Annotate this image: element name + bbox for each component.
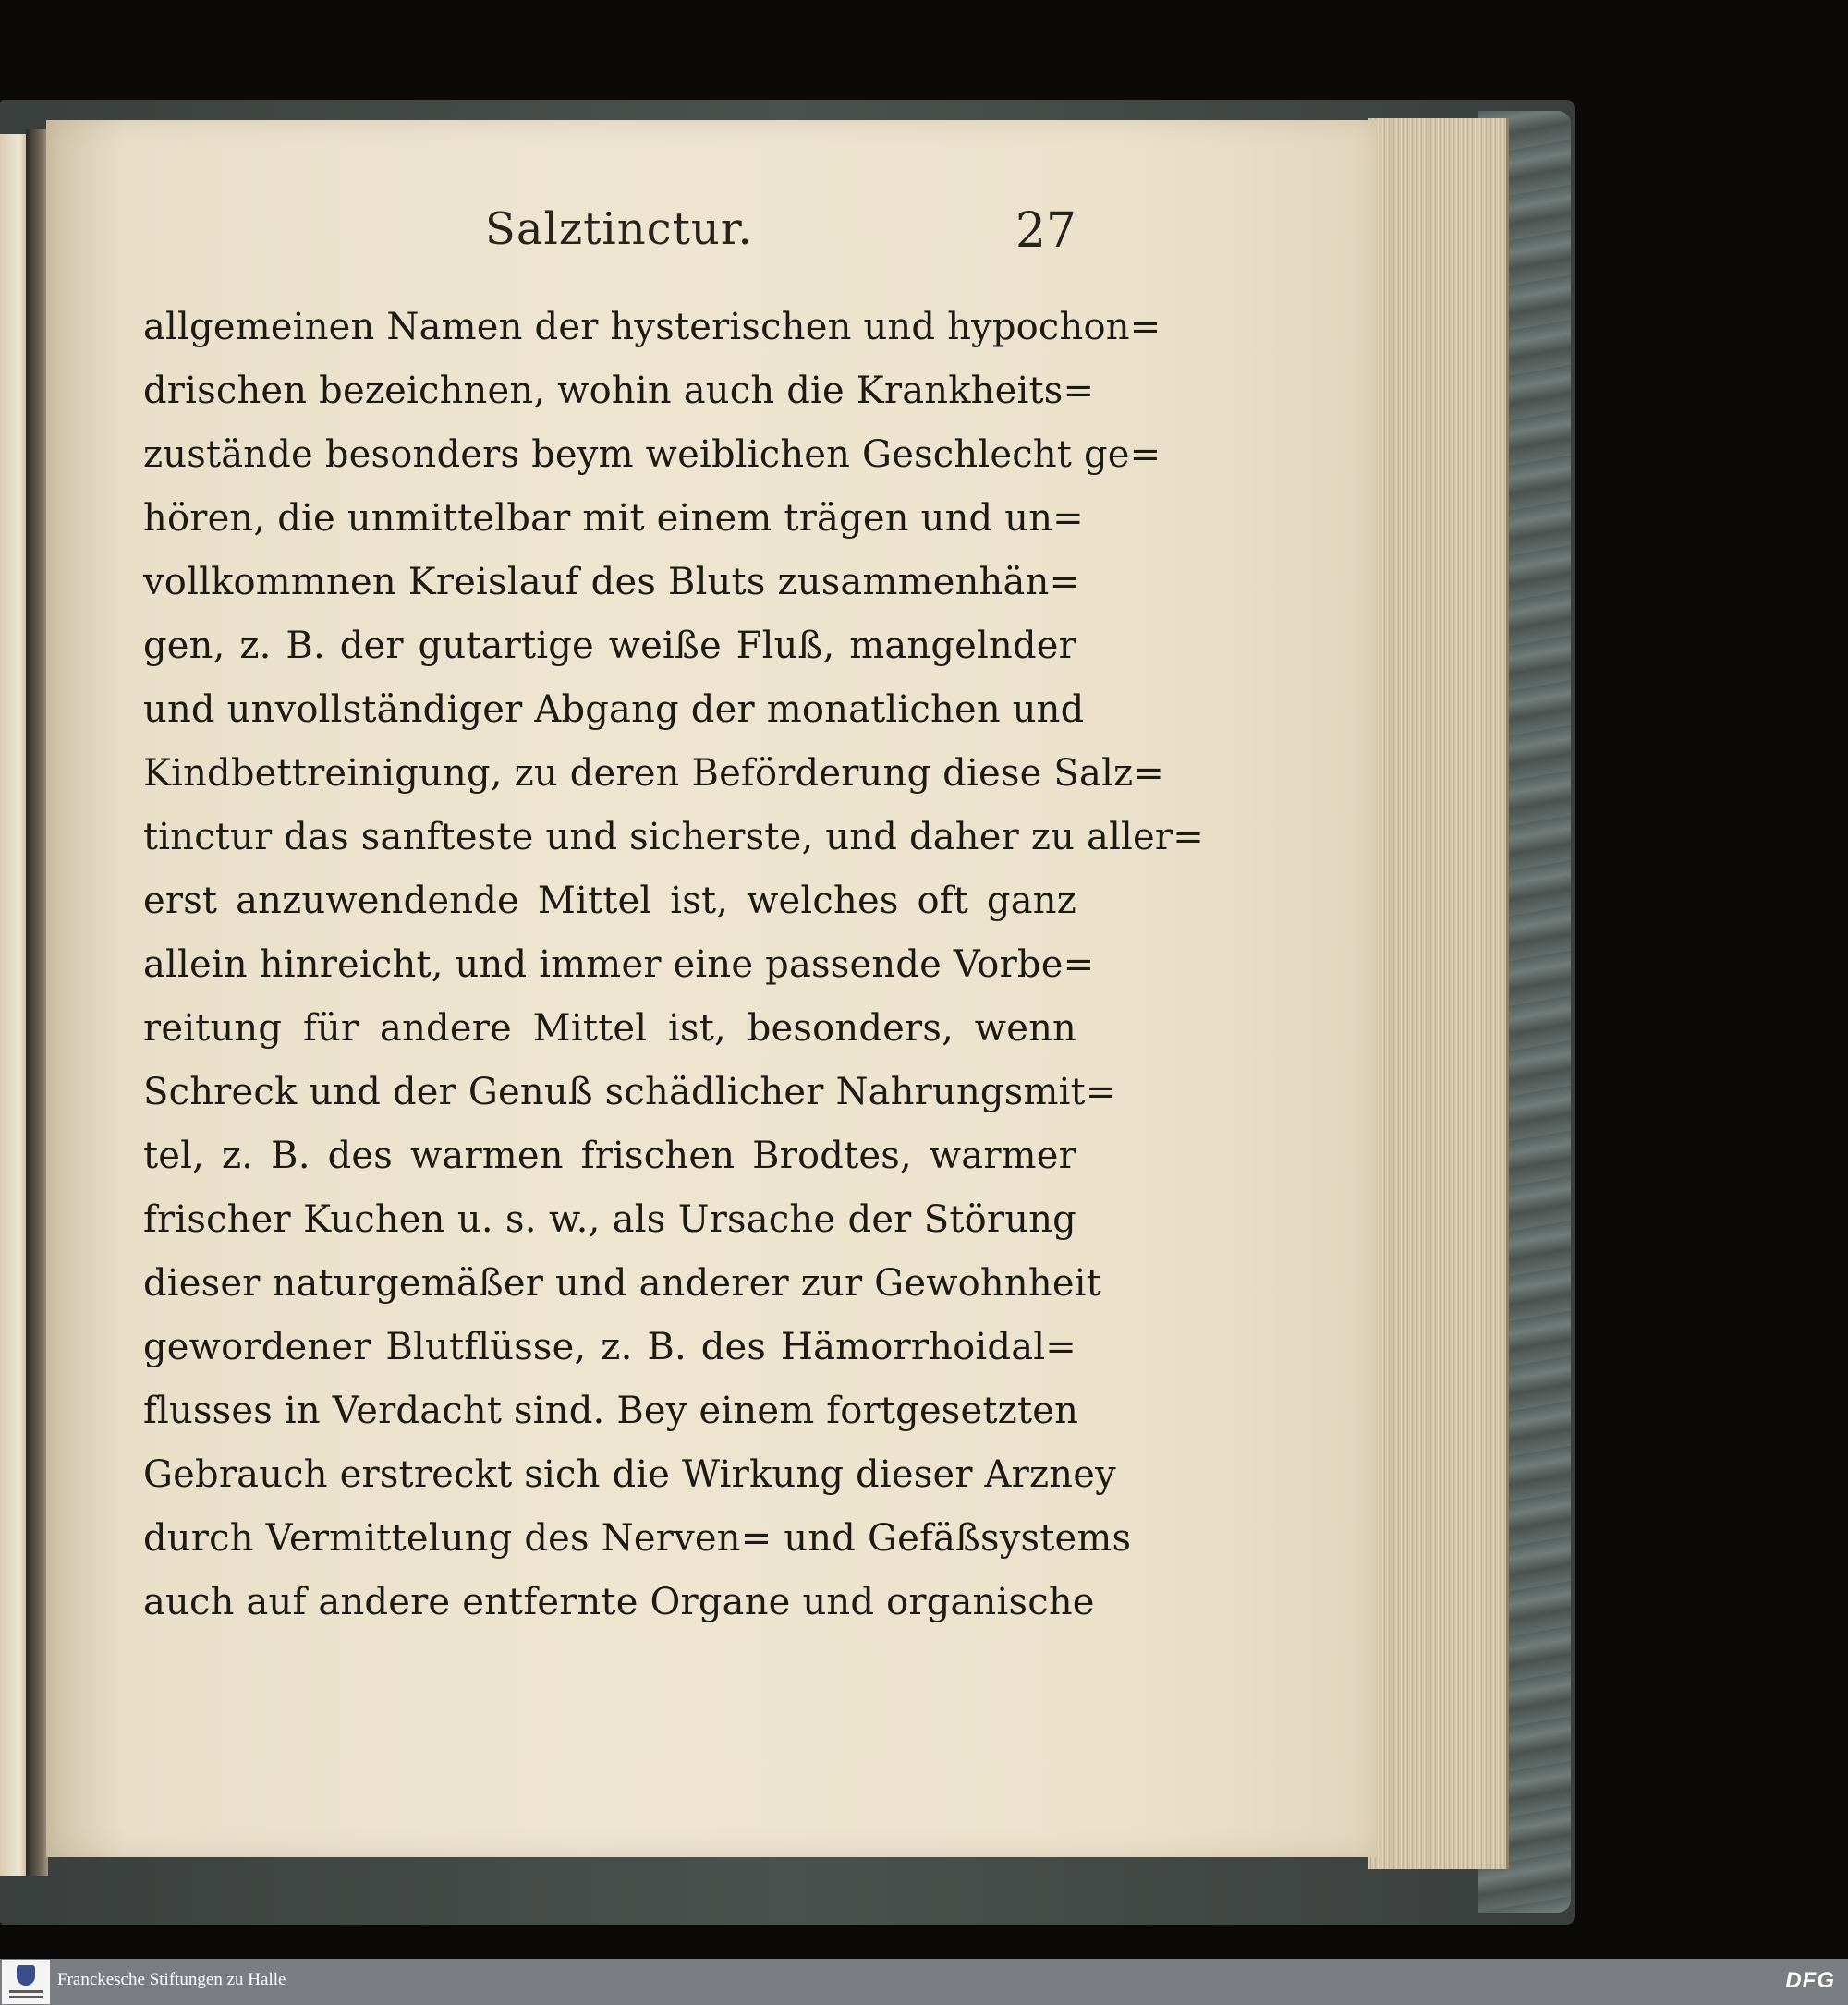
footer-bar: [0, 1959, 1848, 2005]
text-line: tel, z. B. des warmen frischen Brodtes, warmer: [143, 1135, 1076, 1177]
text-line: dieser naturgemäßer und anderer zur Gewohnheit: [143, 1262, 1101, 1305]
running-title: Salztinctur.: [485, 203, 753, 255]
page-body-text: [143, 296, 1204, 1634]
facing-page-strip: [0, 134, 28, 1876]
text-line: Kindbettreinigung, zu deren Beförderung diese Salz=: [143, 752, 1165, 795]
text-line: reitung für andere Mittel ist, besonders, wenn: [143, 1007, 1076, 1050]
text-line: erst anzuwendende Mittel ist, welches oft ganz: [143, 880, 1076, 922]
text-line: tinctur das sanfteste und sicherste, und daher zu aller=: [143, 816, 1204, 858]
franckesche-stiftungen-logo-icon: [2, 1960, 50, 2004]
text-line: gewordener Blutflüsse, z. B. des Hämorrhoidal=: [143, 1326, 1076, 1368]
text-line: frischer Kuchen u. s. w., als Ursache der Störung: [143, 1198, 1076, 1241]
text-line: zustände besonders beym weiblichen Geschlecht ge=: [143, 433, 1161, 476]
dfg-logo: DFG: [1785, 1968, 1835, 1993]
book-gutter: [26, 129, 48, 1876]
text-line: auch auf andere entfernte Organe und organische: [143, 1581, 1095, 1623]
text-line: und unvollständiger Abgang der monatlichen und: [143, 688, 1085, 731]
page-edges: [1368, 118, 1509, 1869]
page-number: 27: [1015, 203, 1076, 259]
text-line: drischen bezeichnen, wohin auch die Krankheits=: [143, 370, 1095, 412]
text-line: Gebrauch erstreckt sich die Wirkung dieser Arzney: [143, 1453, 1116, 1496]
page-header: [143, 203, 1076, 268]
text-line: Schreck und der Genuß schädlicher Nahrungsmit=: [143, 1071, 1117, 1113]
text-line: flusses in Verdacht sind. Bey einem fortgesetzten: [143, 1390, 1079, 1432]
text-line: vollkommnen Kreislauf des Bluts zusammenhän=: [143, 561, 1081, 603]
institution-name: Franckesche Stiftungen zu Halle: [57, 1970, 286, 1989]
text-line: gen, z. B. der gutartige weiße Fluß, mangelnder: [143, 625, 1076, 667]
text-line: hören, die unmittelbar mit einem trägen und un=: [143, 497, 1084, 540]
text-line: allgemeinen Namen der hysterischen und hypochon=: [143, 306, 1161, 348]
text-line: allein hinreicht, und immer eine passende Vorbe=: [143, 943, 1095, 986]
text-line: durch Vermittelung des Nerven= und Gefäßsystems: [143, 1517, 1132, 1560]
